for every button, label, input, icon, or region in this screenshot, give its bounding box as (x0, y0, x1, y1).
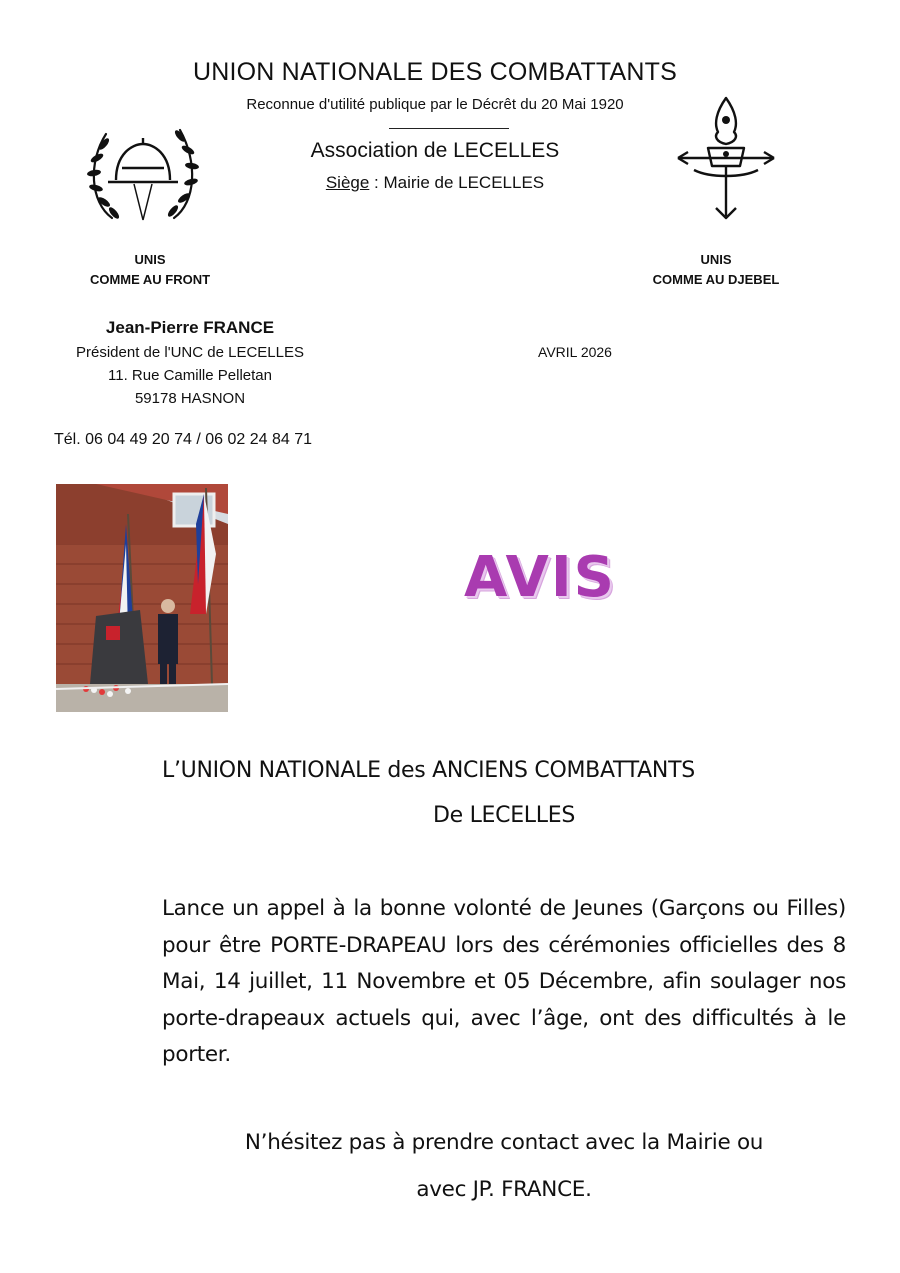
siege-label: Siège (325, 173, 370, 192)
motto-left-line1: UNIS (134, 252, 166, 267)
contact-city: 59178 HASNON (134, 390, 246, 407)
siege-value: : Mairie de LECELLES (369, 173, 545, 192)
announcement-heading-line1: L’UNION NATIONALE des ANCIENS COMBATTANTS (162, 758, 695, 783)
decree-line: Reconnue d'utilité publique par le Décrêt du 20 Mai 1920 (246, 96, 624, 113)
motto-right (636, 250, 796, 290)
association-name: Association de LECELLES (310, 139, 560, 162)
contact-street: 11. Rue Camille Pelletan (108, 367, 272, 384)
afn-flame-cross-emblem-icon (670, 92, 782, 224)
appeal-paragraph: Lance un appel à la bonne volonté de Jeunes (Garçons ou Filles) pour être PORTE-DRAPEAU lors des cérémonies officielles des 8 Mai, 14 juillet, 11 Novembre et 05 Décembre, afin soulager nos porte-drapeaux actuels qui, avec l’âge, ont des difficultés à le porter. (162, 896, 846, 1068)
motto-right-line1: UNIS (700, 252, 732, 267)
siege-line (150, 173, 720, 193)
motto-right-line2: COMME AU DJEBEL (652, 272, 780, 287)
flag-bearer-ceremony-photo (56, 484, 228, 712)
closing-line1: N’hésitez pas à prendre contact avec la Mairie ou (244, 1130, 764, 1155)
org-title: UNION NATIONALE DES COMBATTANTS (192, 58, 678, 86)
motto-left (70, 250, 230, 290)
contact-name: Jean-Pierre FRANCE (105, 318, 275, 337)
contact-role: Président de l'UNC de LECELLES (76, 344, 304, 361)
announcement-heading-line2: De LECELLES (433, 803, 575, 828)
motto-left-line2: COMME AU FRONT (89, 272, 211, 287)
contact-phone: Tél. 06 04 49 20 74 / 06 02 24 84 71 (54, 431, 312, 448)
helmet-laurel-emblem-icon (82, 110, 204, 232)
closing-line2: avec JP. FRANCE. (416, 1177, 592, 1202)
avis-title: AVIS (463, 545, 617, 610)
title-divider (389, 128, 509, 129)
document-date: AVRIL 2026 (538, 344, 612, 360)
